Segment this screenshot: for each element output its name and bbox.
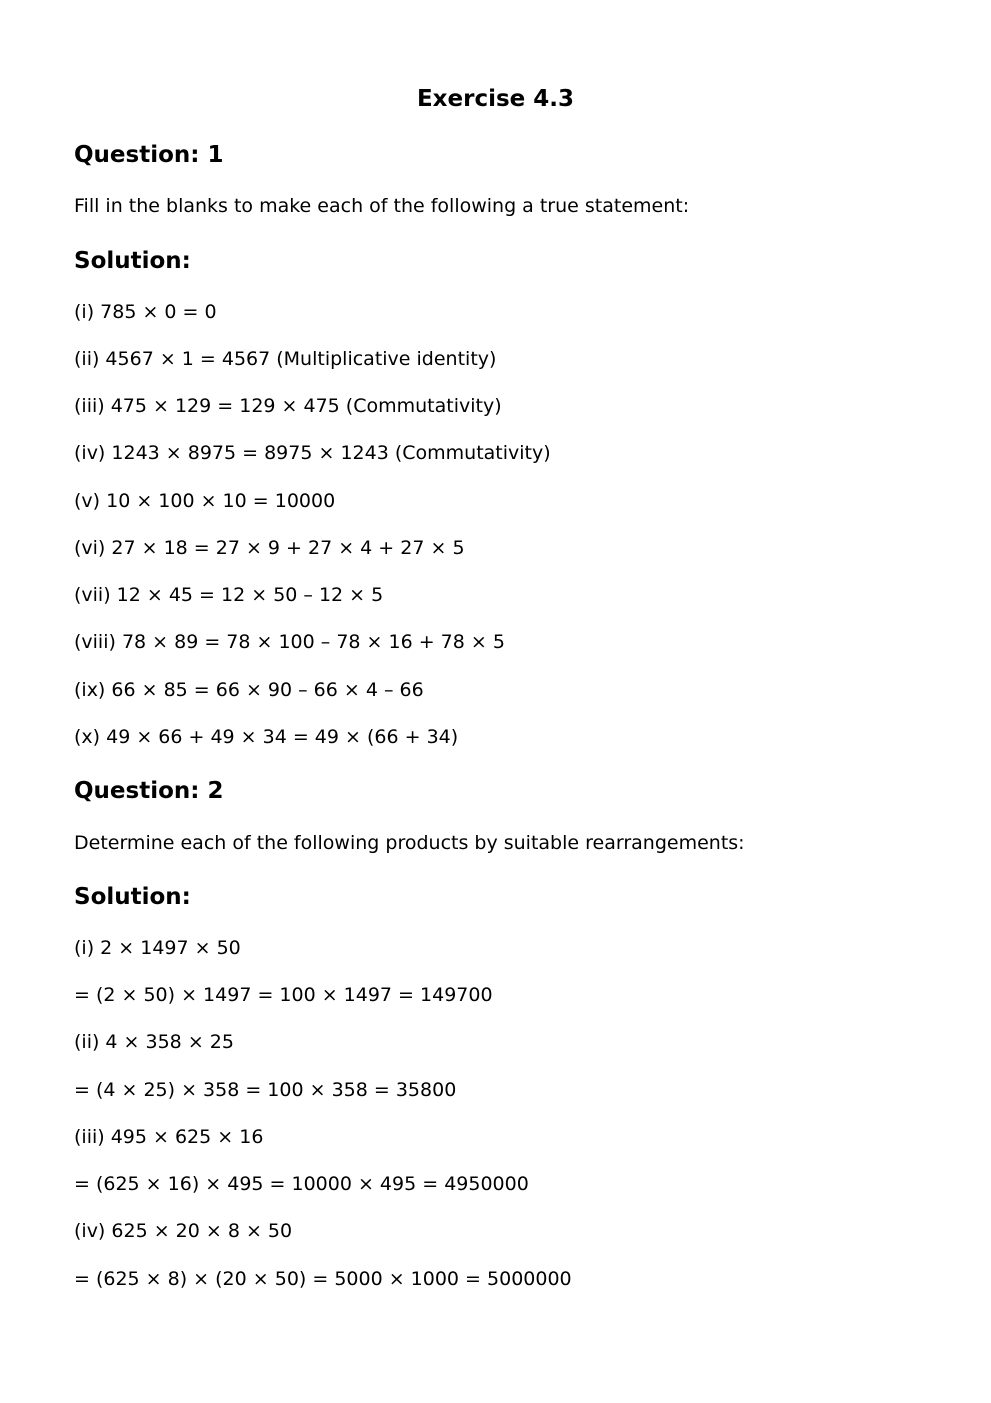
- q1-solution-line: (viii) 78 × 89 = 78 × 100 – 78 × 16 + 78 × 5: [74, 631, 505, 653]
- question-1-heading: Question: 1: [74, 142, 224, 168]
- q1-solution-line: (iv) 1243 × 8975 = 8975 × 1243 (Commutativity): [74, 442, 551, 464]
- q2-solution-line: (iv) 625 × 20 × 8 × 50: [74, 1220, 293, 1242]
- q2-solution-line: (i) 2 × 1497 × 50: [74, 937, 241, 959]
- question-2-prompt: Determine each of the following products by suitable rearrangements:: [74, 832, 745, 854]
- q1-solution-line: (ix) 66 × 85 = 66 × 90 – 66 × 4 – 66: [74, 679, 424, 701]
- exercise-title: Exercise 4.3: [416, 86, 575, 112]
- q2-solution-line: = (2 × 50) × 1497 = 100 × 1497 = 149700: [74, 984, 493, 1006]
- q2-solution-line: (ii) 4 × 358 × 25: [74, 1031, 234, 1053]
- q2-solution-line: (iii) 495 × 625 × 16: [74, 1126, 264, 1148]
- q1-solution-line: (v) 10 × 100 × 10 = 10000: [74, 490, 336, 512]
- question-1-prompt: Fill in the blanks to make each of the following a true statement:: [74, 195, 690, 217]
- q1-solution-line: (i) 785 × 0 = 0: [74, 301, 217, 323]
- q1-solution-line: (vi) 27 × 18 = 27 × 9 + 27 × 4 + 27 × 5: [74, 537, 465, 559]
- q2-solution-line: = (625 × 16) × 495 = 10000 × 495 = 4950000: [74, 1173, 529, 1195]
- question-2-solution-heading: Solution:: [74, 884, 191, 910]
- q1-solution-line: (ii) 4567 × 1 = 4567 (Multiplicative identity): [74, 348, 497, 370]
- q1-solution-line: (vii) 12 × 45 = 12 × 50 – 12 × 5: [74, 584, 384, 606]
- q1-solution-line: (x) 49 × 66 + 49 × 34 = 49 × (66 + 34): [74, 726, 459, 748]
- question-1-solution-heading: Solution:: [74, 248, 191, 274]
- question-2-heading: Question: 2: [74, 778, 224, 804]
- q1-solution-line: (iii) 475 × 129 = 129 × 475 (Commutativity): [74, 395, 502, 417]
- q2-solution-line: = (625 × 8) × (20 × 50) = 5000 × 1000 = 5000000: [74, 1268, 572, 1290]
- q2-solution-line: = (4 × 25) × 358 = 100 × 358 = 35800: [74, 1079, 457, 1101]
